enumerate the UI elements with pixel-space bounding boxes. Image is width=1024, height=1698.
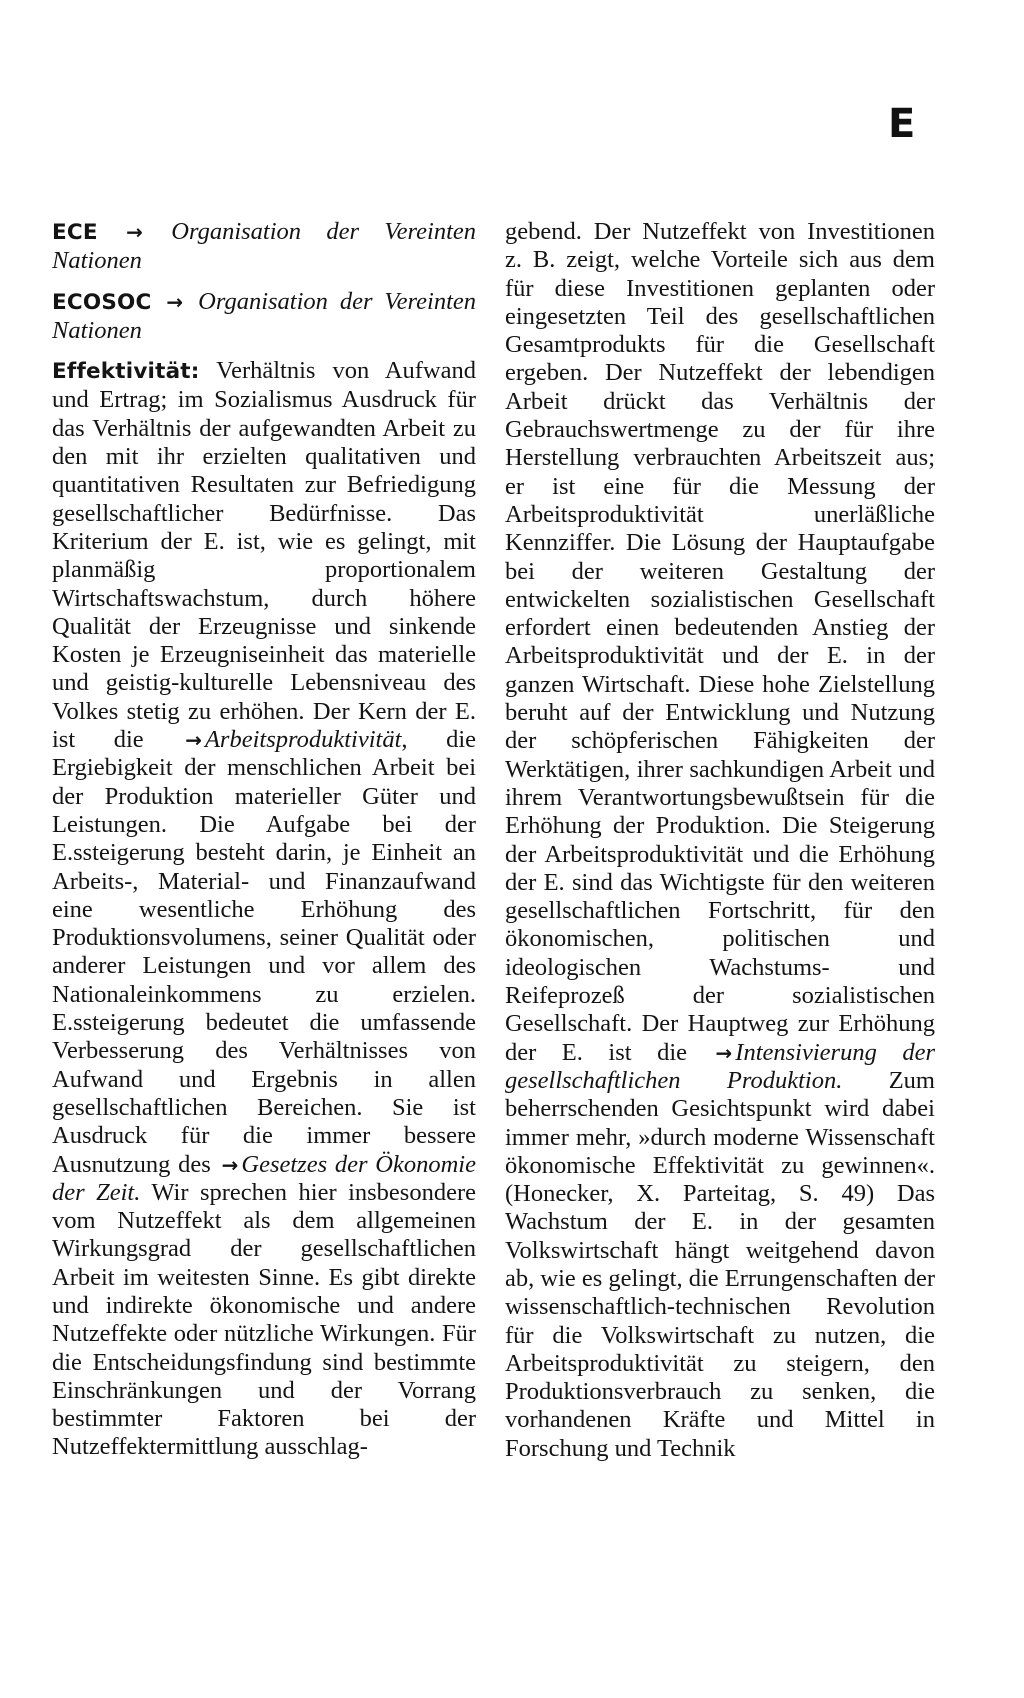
entry-text: Zum beherrschenden Gesichtspunkt wird dabei immer mehr, »durch moderne Wissenschaft ökonomische Effektivität zu gewinnen«. (Honecker, X. Parteitag, S. 49) Das Wachstum der E. in der gesamten Volkswirtschaft hängt weitgehend davon ab, wie es gelingt, die Errungenschaften der wissenschaftlich-technischen Revolution für die Volkswirtschaft zu nutzen, die Arbeitsproduktivität zu steigern, den Produktionsverbrauch zu senken, die vorhandenen Kräfte und Mittel in Forschung und Technik [505,1066,935,1462]
arrow-icon: → [126,220,143,244]
section-letter: E [888,101,916,147]
arrow-icon: → [715,1040,733,1065]
entry-text: gebend. Der Nutzeffekt von Investitionen z. B. zeigt, welche Vorteile sich aus dem für diese Investitionen geplanten oder eingesetzten Teil des gesellschaftlichen Gesamtprodukts für die Gesellschaft ergeben. Der Nutzeffekt der lebendigen Arbeit drückt das Verhältnis der Gebrauchswertmenge zu der für ihre Herstellung verbrauchten Arbeitszeit aus; er ist eine für die Messung der Arbeitsproduktivität unerläßliche Kennziffer. Die Lösung der Hauptaufgabe bei der weiteren Gestaltung der entwickelten sozialistischen Gesellschaft erfordert einen bedeutenden Anstieg der Arbeitsproduktivität und der E. in der ganzen Wirtschaft. Diese hohe Zielstellung beruht auf der Entwicklung und Nutzung der schöpferischen Fähigkeiten der Werktätigen, ihrer sachkundigen Arbeit und ihrem Verantwortungsbewußtsein für die Erhöhung der Produktion. Die Steigerung der Arbeitsproduktivität und die Erhöhung der E. sind das Wichtigste für den weiteren gesellschaftlichen Fortschritt, für den ökonomischen, politischen und ideologischen Wachstums- und Reifeprozeß der sozialistischen Gesellschaft. Der Hauptweg zur Erhöhung der E. ist die [505,218,935,1066]
entry-effektivitaet [52,357,476,1462]
entry-text: Wir sprechen hier insbesondere vom Nutzeffekt als dem allgemeinen Wirkungsgrad der gesellschaftlichen Arbeit im weitesten Sinne. Es gibt direkte und indirekte ökonomische und andere Nutzeffekte oder nützliche Wirkungen. Für die Entscheidungsfindung sind bestimmte Einschränkungen und der Vorrang bestimmter Faktoren bei der Nutzeffektermittlung ausschlag- [52,1178,476,1461]
cross-reference: Intensivierung der gesellschaftlichen Produktion. [505,1038,935,1094]
cross-reference: Organisation der Vereinten Nationen [52,287,477,344]
cross-reference: Gesetzes der Ökonomie der Zeit. [52,1150,476,1206]
entry-continuation [505,218,935,1463]
entry-ece [52,218,476,276]
headword-ecosoc: ECOSOC [52,289,152,315]
arrow-icon: → [185,728,202,753]
entry-ecosoc [52,288,476,346]
entry-text: , die Ergiebigkeit der menschlichen Arbeit bei der Produktion materieller Güter und Leistungen. Die Aufgabe bei der E.ssteigerung besteht darin, je Einheit an Arbeits-, Material- und Finanzaufwand eine wesentliche Erhöhung des Produktionsvolumens, seiner Qualität oder anderer Leistungen und vor allem des Nationaleinkommens zu erzielen. E.ssteigerung bedeutet die umfassende Verbesserung des Verhältnisses von Aufwand und Ergebnis in allen gesellschaftlichen Bereichen. Sie ist Ausdruck für die immer bessere Ausnutzung des [52,726,476,1178]
headword-ece: ECE [52,220,98,245]
entry-text: Verhältnis von Aufwand und Ertrag; im Sozialismus Ausdruck für das Verhältnis der aufgewandten Arbeit zu den mit ihr erzielten qualitativen und quantitativen Resultaten zur Befriedigung gesellschaftlicher Bedürfnisse. Das Kriterium der E. ist, wie es gelingt, mit planmäßig proportionalem Wirtschaftswachstum, durch höhere Qualität der Erzeugnisse und sinkende Kosten je Erzeugniseinheit das materielle und geistig-kulturelle Lebensniveau des Volkes stetig zu erhöhen. Der Kern der E. ist die [52,357,476,754]
cross-reference: Arbeitsproduktivität [204,726,402,754]
arrow-icon: → [166,289,184,314]
right-column [505,218,935,1463]
cross-reference: Organisation der Vereinten Nationen [52,218,477,275]
headword-effektivitaet: Effektivität: [52,359,200,385]
arrow-icon: → [221,1152,239,1177]
left-column [52,218,476,1474]
